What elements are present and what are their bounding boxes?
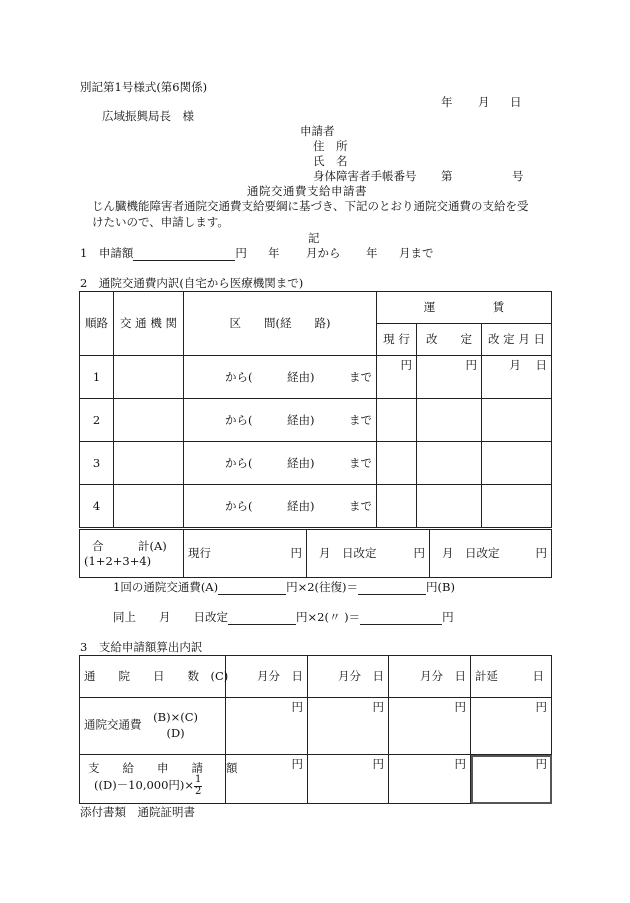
transport-table xyxy=(79,291,552,528)
transport-cell[interactable] xyxy=(114,485,184,528)
date-day: 日 xyxy=(510,95,522,109)
handbook-label: 身体障害者手帳番号 xyxy=(313,169,417,183)
route-cell[interactable]: から( 経由) まで xyxy=(184,485,377,528)
fee-formula-top: (B)×(C) xyxy=(153,710,198,725)
unit-month: 月 xyxy=(509,358,521,372)
fee-total-cell[interactable]: 円 xyxy=(471,698,552,755)
revised-date-cell[interactable] xyxy=(482,442,552,485)
table-row xyxy=(80,399,552,442)
amount-total-cell[interactable]: 円 xyxy=(471,755,552,804)
amount-cell-2[interactable]: 円 xyxy=(308,755,389,804)
intro-line-2: けたいので、申請します。 xyxy=(92,215,229,229)
section3-title: 3 支給申請額算出内訳 xyxy=(80,640,203,654)
amount-cell-3[interactable]: 円 xyxy=(389,755,471,804)
header-order: 順路 xyxy=(80,292,114,356)
revised-date-cell[interactable] xyxy=(482,485,552,528)
total-label: 合 計(A) xyxy=(92,539,167,554)
intro-line-1: じん臓機能障害者通院交通費支給要綱に基づき、下記のとおり通院交通費の支給を受 xyxy=(92,199,529,213)
revised-fare-cell[interactable] xyxy=(417,485,482,528)
revised-fare-cell[interactable] xyxy=(417,399,482,442)
calc1-blank-b[interactable] xyxy=(358,582,426,595)
days-cell-1[interactable]: 月分 日 xyxy=(226,656,308,698)
transport-cell[interactable] xyxy=(114,442,184,485)
fee-formula xyxy=(153,710,198,741)
calc1-blank-a[interactable] xyxy=(218,582,286,595)
half-fraction: $\frac{1}{2}$ xyxy=(195,774,202,797)
calc2-blank-a[interactable] xyxy=(228,612,296,625)
attachment-note: 添付書類 通院証明書 xyxy=(80,805,195,819)
calc2-prefix: 同上 月 日改定 xyxy=(113,610,228,624)
handbook-no-prefix: 第 xyxy=(441,169,453,183)
revised-fare-cell[interactable] xyxy=(417,442,482,485)
section1-yen: 円 xyxy=(235,246,247,260)
current-fare-cell[interactable] xyxy=(377,485,417,528)
header-revised-date: 改 定 月 日 xyxy=(482,324,552,356)
date-month: 月 xyxy=(478,95,490,109)
unit-day: 日 xyxy=(535,358,548,372)
current-fare-cell[interactable] xyxy=(377,399,417,442)
amount-formula-line xyxy=(84,775,221,797)
handbook-no-suffix: 号 xyxy=(512,169,524,183)
transport-cell[interactable] xyxy=(114,399,184,442)
days-cell-3[interactable]: 月分 日 xyxy=(389,656,471,698)
table-row xyxy=(80,356,552,399)
fee-label: 通院交通費 xyxy=(84,718,142,732)
revised-date-cell[interactable] xyxy=(482,399,552,442)
form-id: 別記第1号様式(第6関係) xyxy=(80,80,208,94)
header-section: 区 間(経 路) xyxy=(184,292,377,356)
section1-month-from: 月から xyxy=(306,246,341,260)
header-revised: 改 定 xyxy=(417,324,482,356)
amount-label-cell xyxy=(80,755,238,804)
days-cell-2[interactable]: 月分 日 xyxy=(308,656,389,698)
table-row xyxy=(80,442,552,485)
header-current: 現 行 xyxy=(377,324,417,356)
revised-fare-cell[interactable]: 円 xyxy=(417,356,482,399)
section1-month-to: 月まで xyxy=(399,246,434,260)
fee-cell-3[interactable]: 円 xyxy=(389,698,471,755)
calc-table xyxy=(79,655,552,804)
amount-blank[interactable] xyxy=(133,248,235,261)
total-revised2-yen: 円 xyxy=(535,546,547,561)
total-revised1-cell[interactable] xyxy=(307,530,430,578)
total-formula: (1+2+3+4) xyxy=(84,553,152,568)
total-revised2-label: 月 日改定 xyxy=(442,546,500,561)
section1-line xyxy=(80,247,247,261)
section1-year-to: 年 xyxy=(366,246,378,260)
fee-cell-2[interactable]: 円 xyxy=(308,698,389,755)
calc2-blank-b[interactable] xyxy=(360,612,442,625)
calc1-prefix: 1回の通院交通費(A) xyxy=(113,580,219,594)
section1-year-from: 年 xyxy=(268,246,280,260)
amount-label: 支 給 申 請 額 xyxy=(88,760,238,775)
header-transport: 交 通 機 関 xyxy=(114,292,184,356)
row-no: 1 xyxy=(80,356,114,399)
date-year: 年 xyxy=(441,95,453,109)
row-no: 2 xyxy=(80,399,114,442)
current-fare-cell[interactable]: 円 xyxy=(377,356,417,399)
total-table xyxy=(79,529,552,578)
section1-label: 1 申請額 xyxy=(80,246,134,260)
route-cell[interactable]: から( 経由) まで xyxy=(184,356,377,399)
route-cell[interactable]: から( 経由) まで xyxy=(184,442,377,485)
total-revised1-label: 月 日改定 xyxy=(319,546,377,561)
calc1-mid: 円×2(往復)＝ xyxy=(286,580,359,594)
total-current-yen: 円 xyxy=(290,546,302,561)
amount-cell-1[interactable]: 円 xyxy=(226,755,308,804)
section2-title: 2 通院交通費内訳(自宅から医療機関まで) xyxy=(80,276,304,290)
total-revised2-cell[interactable] xyxy=(430,530,552,578)
header-fare: 運 賃 xyxy=(377,292,552,324)
fee-label-cell xyxy=(80,698,226,755)
total-label-cell xyxy=(80,530,184,578)
applicant-label: 申請者 xyxy=(300,124,335,138)
total-current-cell[interactable] xyxy=(184,530,307,578)
calc1-suffix: 円(B) xyxy=(426,580,455,594)
total-current-label: 現行 xyxy=(188,546,211,561)
page-title: 通院交通費支給申請書 xyxy=(247,184,367,198)
addressee: 広域振興局長 様 xyxy=(102,109,194,123)
days-total-cell[interactable]: 計延 日 xyxy=(471,656,552,698)
row-no: 4 xyxy=(80,485,114,528)
calc2-line xyxy=(113,611,454,625)
calc2-suffix: 円 xyxy=(442,610,454,624)
name-label: 氏 名 xyxy=(313,154,348,168)
row-no: 3 xyxy=(80,442,114,485)
total-revised1-yen: 円 xyxy=(413,546,425,561)
current-fare-cell[interactable] xyxy=(377,442,417,485)
fee-formula-bottom: (D) xyxy=(166,726,185,740)
fee-cell-1[interactable]: 円 xyxy=(226,698,308,755)
calc2-mid: 円×2(〃 )＝ xyxy=(296,610,361,624)
days-label: 通 院 日 数 (C) xyxy=(80,656,226,698)
calc1-line xyxy=(113,581,455,595)
ki-heading: 記 xyxy=(308,231,320,245)
address-label: 住 所 xyxy=(313,139,348,153)
revised-date-cell[interactable] xyxy=(482,356,552,399)
transport-cell[interactable] xyxy=(114,356,184,399)
amount-formula: ((D)－10,000円)× xyxy=(94,778,195,793)
table-row xyxy=(80,485,552,528)
route-cell[interactable]: から( 経由) まで xyxy=(184,399,377,442)
